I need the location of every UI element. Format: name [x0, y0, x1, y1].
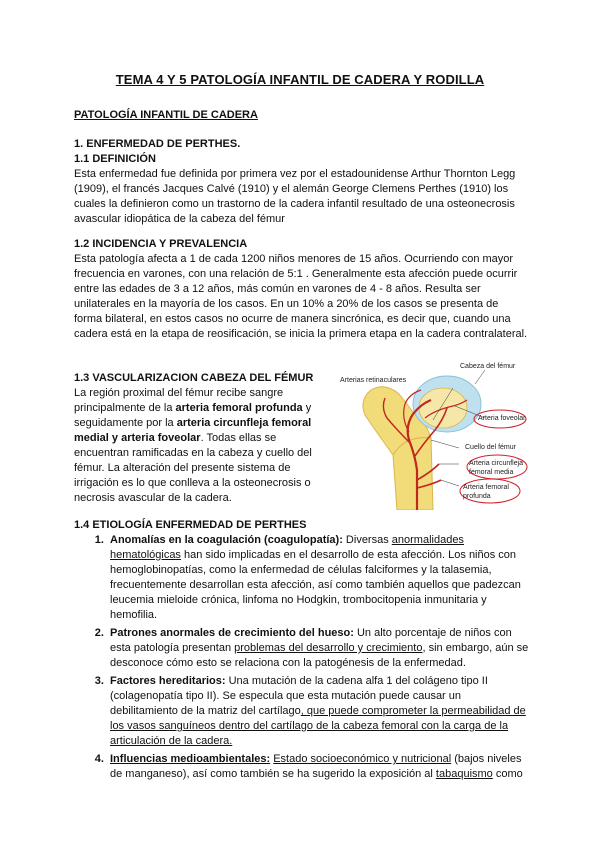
femur-illustration	[335, 360, 530, 510]
label-profunda-1: Arteria femoral	[463, 484, 509, 491]
etiology-list	[74, 533, 529, 785]
list-item: 3. Factores hereditarios: Una mutación de la cadena alfa 1 del colágeno tipo II (colagenopatía tipo II). Se especula que esta mutación puede causar un debilitamiento de la matriz del cartílago, que puede comprometer la permeabilidad de los vasos sanguíneos dentro del cartílago de la cabeza femoral con la carga de la articulación de la cadera.	[107, 674, 529, 749]
page-title: TEMA 4 Y 5 PATOLOGÍA INFANTIL DE CADERA Y RODILLA	[115, 72, 485, 87]
label-profunda-2: profunda	[463, 493, 491, 500]
list-item: 4. Influencias medioambientales: Estado socioeconómico y nutricional (bajos niveles de manganeso), así como también se ha sugerido la exposición al tabaquismo como	[107, 752, 529, 782]
section-title: PATOLOGÍA INFANTIL DE CADERA	[74, 109, 258, 121]
label-arteria-foveolar: Arteria foveolar	[478, 415, 526, 422]
arteria-femoral-profunda: arteria femoral profunda	[175, 402, 303, 414]
definition-heading: 1.1 DEFINICIÓN	[74, 153, 156, 165]
definition-text: Esta enfermedad fue definida por primera vez por el estadounidense Arthur Thornton Legg (1909), el francés Jacques Calvé (1910) y el alemán George Clemens Perthes (1910) los cuales la definieron como un trastorno de la cadera infantil resultado de una osteonecrosis avascular idiopática de la cabeza del fémur	[74, 168, 516, 225]
label-cabeza-femur: Cabeza del fémur	[460, 363, 516, 370]
perthes-heading: 1. ENFERMEDAD DE PERTHES.	[74, 138, 241, 150]
incidence-text: Esta patología afecta a 1 de cada 1200 niños menores de 15 años. Ocurriendo con mayor frecuencia en varones, con una relación de 5:1 . Generalmente esta afección puede ocurrir entre las edades de 3 a 12 años, más común en varones de 4 - 8 años. Resulta ser unilaterales en la mayoría de los casos. En un 10% a 20% de los casos se presenta de forma bilateral, en estos casos no ocurre de manera sincrónica, es decir que, cuando una cadera está en la etapa de reosificación, se inicia la primera etapa en la cadera contralateral.	[74, 253, 528, 340]
label-arterias-retinaculares: Arterias retinaculares	[340, 377, 407, 384]
label-circunfleja-1: Arteria circunfleja	[469, 460, 524, 467]
vascularization-text: La región proximal del fémur recibe sangre principalmente de la arteria femoral profunda y seguidamente por la arteria circunfleja femoral medial y arteria foveolar. Todas ellas se encuentran ramificadas en la cabeza y cuello del fémur. La alteración del presente sistema de irrigación es lo que conlleva a la osteonecrosis o necrosis avascular de la cadera.	[74, 387, 312, 504]
arteria-circunfleja-foveolar: arteria circunfleja femoral medial y arteria foveolar	[74, 417, 312, 444]
incidence-heading: 1.2 INCIDENCIA Y PREVALENCIA	[74, 238, 248, 250]
label-cuello-femur: Cuello del fémur	[465, 444, 516, 451]
list-item: 2. Patrones anormales de crecimiento del hueso: Un alto porcentaje de niños con esta patología presentan problemas del desarrollo y crecimiento, sin embargo, aún se desconoce cómo esto se relaciona con la patogénesis de la enfermedad.	[107, 626, 529, 671]
list-item: 1. Anomalías en la coagulación (coagulopatía): Diversas anormalidades hematológicas han sido implicadas en el desarrollo de esta afección. Los niños con hemoglobinopatías, como la enfermedad de células falciformes y la talasemia, frecuentemente desarrollan esta afección, así como también aquellos que padezcan leucemia mieloide crónica, linfoma no Hodgkin, trombocitopenia inmunitaria y hemofilia.	[107, 533, 529, 623]
vascularization-heading: 1.3 VASCULARIZACION CABEZA DEL FÉMUR	[74, 372, 314, 384]
etiology-heading: 1.4 ETIOLOGÍA ENFERMEDAD DE PERTHES	[74, 519, 307, 531]
perthes-section	[74, 137, 529, 227]
vascularization-section	[74, 371, 324, 506]
label-circunfleja-2: femoral media	[469, 469, 514, 476]
incidence-section	[74, 237, 529, 342]
